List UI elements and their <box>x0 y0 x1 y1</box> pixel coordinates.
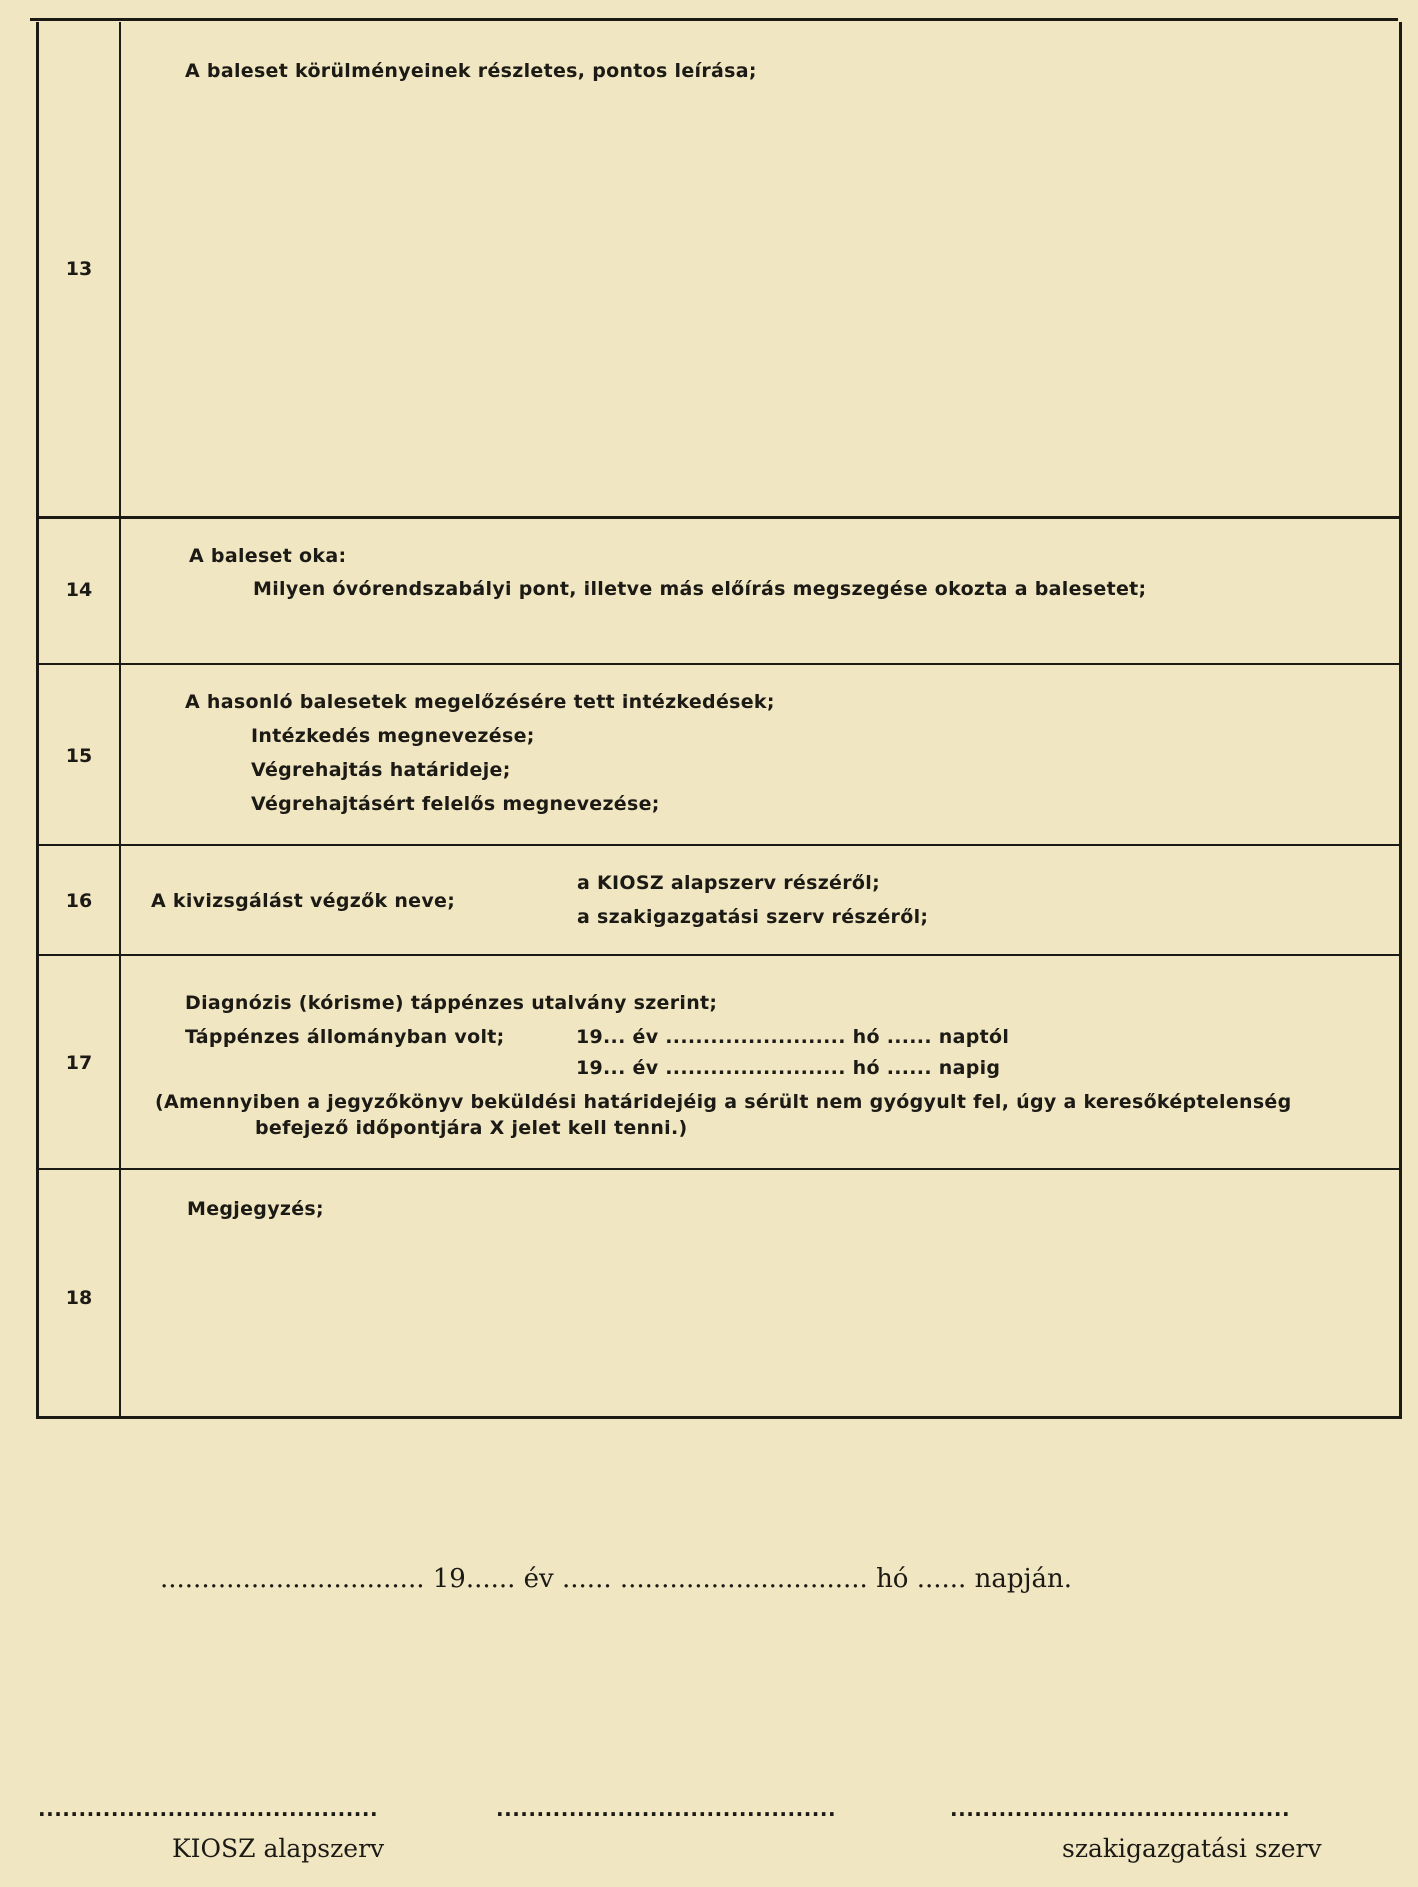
row-15-measure-name: Intézkedés megnevezése; <box>251 725 535 747</box>
row-13-title: A baleset körülményeinek részletes, pontos leírása; <box>185 60 757 82</box>
row-divider <box>39 663 1399 665</box>
row-16-label: A kivizsgálást végzők neve; <box>151 890 456 912</box>
row-number-14: 14 <box>65 579 93 601</box>
row-number-16: 16 <box>65 890 93 912</box>
row-17-diagnosis: Diagnózis (kórisme) táppénzes utalvány szerint; <box>185 992 718 1014</box>
row-divider <box>39 516 1399 519</box>
row-divider <box>39 1168 1399 1170</box>
row-14-question: Milyen óvórendszabályi pont, illetve más előírás megszegése okozta a balesetet; <box>253 578 1147 600</box>
row-number-15: 15 <box>65 745 93 767</box>
row-17-to-date: 19... év ........................ hó ...... napig <box>576 1057 1001 1079</box>
row-number-17: 17 <box>65 1052 93 1074</box>
row-divider <box>39 844 1399 846</box>
row-15-deadline: Végrehajtás határideje; <box>251 759 511 781</box>
signature-label-agency: szakigazgatási szerv <box>1062 1834 1322 1863</box>
row-17-from-date: 19... év ........................ hó ...... naptól <box>576 1026 1010 1048</box>
row-15-responsible: Végrehajtásért felelős megnevezése; <box>251 793 660 815</box>
accident-report-form <box>36 22 1402 1419</box>
row-17-sick-leave: Táppénzes állományban volt; <box>185 1026 505 1048</box>
row-divider <box>39 954 1399 956</box>
row-number-18: 18 <box>65 1287 93 1309</box>
row-15-title: A hasonló balesetek megelőzésére tett intézkedések; <box>185 691 775 713</box>
signature-label-kiosz: KIOSZ alapszerv <box>172 1834 385 1863</box>
row-16-kiosz: a KIOSZ alapszerv részéről; <box>577 872 880 894</box>
signature-line-left: .......................................... <box>38 1797 379 1821</box>
row-16-agency: a szakigazgatási szerv részéről; <box>577 906 929 928</box>
row-17-note-2: befejező időpontjára X jelet kell tenni.) <box>255 1117 688 1139</box>
row-17-note-1: (Amennyiben a jegyzőkönyv beküldési határidejéig a sérült nem gyógyult fel, úgy a keresőképtelenség <box>155 1091 1292 1113</box>
row-14-title: A baleset oka: <box>189 545 347 567</box>
date-line: ................................ 19...... év ...... .............................. hó ...... napján. <box>160 1564 1073 1594</box>
form-top-border <box>30 18 1398 21</box>
row-18-remarks: Megjegyzés; <box>187 1198 324 1220</box>
signature-line-middle: .......................................... <box>496 1797 837 1821</box>
row-number-13: 13 <box>65 258 93 280</box>
signature-line-right: .......................................... <box>950 1797 1291 1821</box>
row-number-column <box>39 22 121 1416</box>
